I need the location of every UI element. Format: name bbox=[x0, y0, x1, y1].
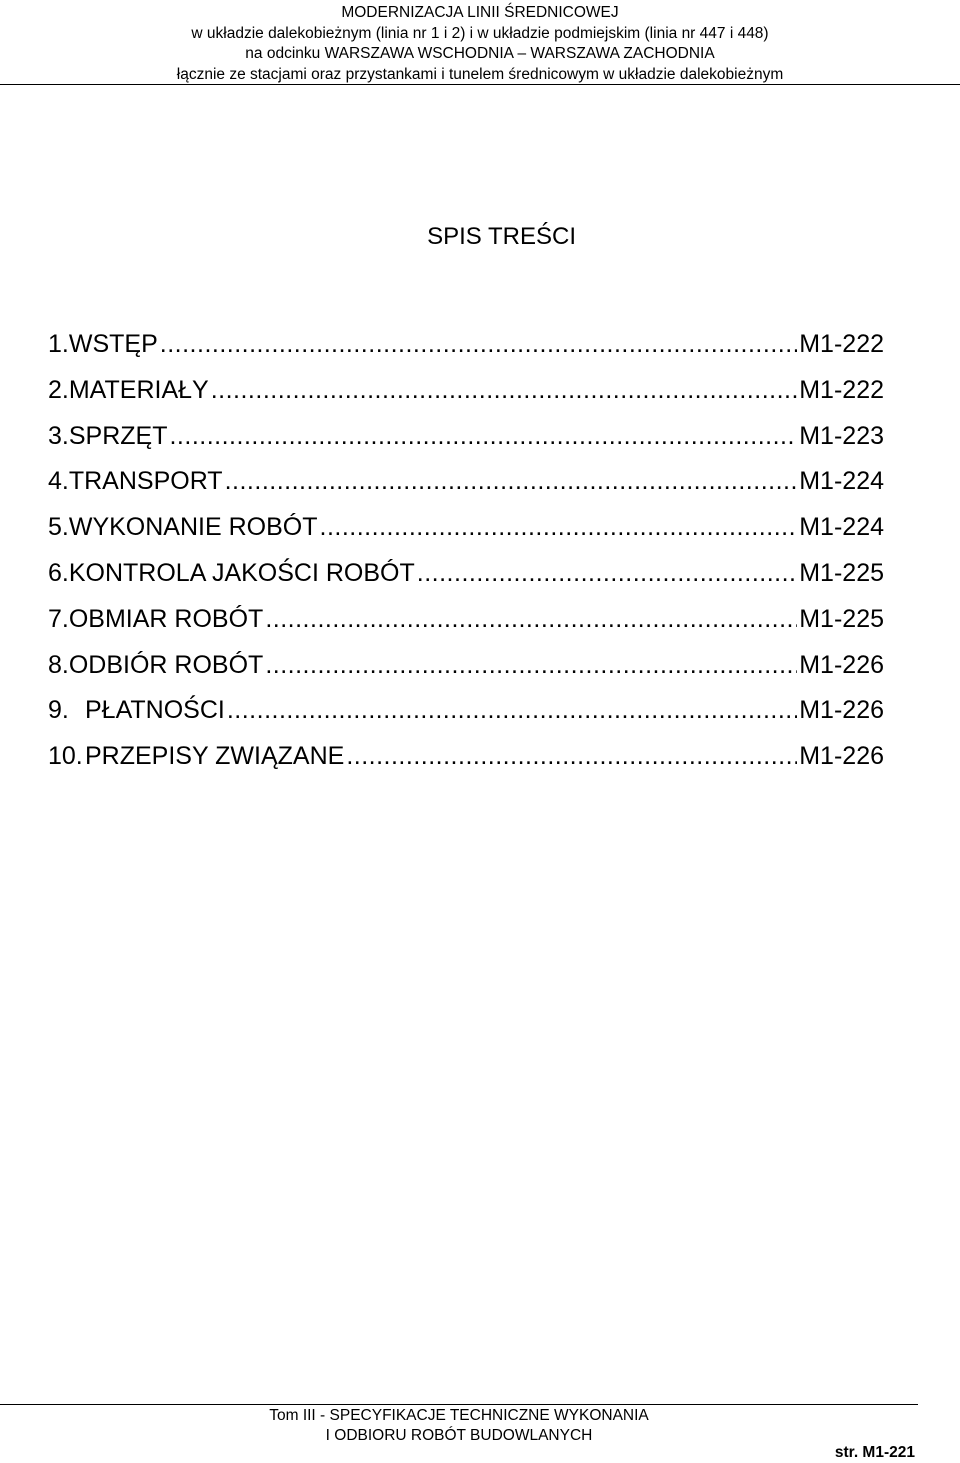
toc-entry-title: WYKONANIE ROBÓT bbox=[68, 513, 318, 542]
toc-entry-title: OBMIAR ROBÓT bbox=[68, 604, 264, 633]
toc-entry-title: TRANSPORT bbox=[68, 467, 223, 496]
toc-dot-leader bbox=[265, 603, 797, 635]
toc-dot-leader bbox=[417, 557, 797, 589]
toc-entry-number: 1. bbox=[48, 330, 69, 358]
toc-entry-number: 4. bbox=[48, 467, 69, 496]
toc-entry-kontrola-jakosci[interactable] bbox=[48, 557, 884, 603]
toc-entry-page: M1-224 bbox=[799, 467, 884, 496]
header-line: MODERNIZACJA LINII ŚREDNICOWEJ bbox=[341, 4, 619, 21]
toc-entry-page: M1-226 bbox=[799, 742, 884, 771]
toc-entry-number: 3. bbox=[48, 421, 69, 450]
toc-entry-przepisy-zwiazane[interactable] bbox=[48, 740, 884, 786]
toc-entry-odbior-robot[interactable] bbox=[48, 649, 884, 695]
toc-entry-transport[interactable] bbox=[48, 465, 884, 511]
toc-entry-wstep[interactable] bbox=[48, 328, 884, 374]
toc-entry-number: 5. bbox=[48, 513, 69, 542]
footer-line: I ODBIORU ROBÓT BUDOWLANYCH bbox=[325, 1427, 593, 1444]
toc-entry-number: 9. bbox=[48, 696, 69, 725]
toc-entry-title: PŁATNOŚCI bbox=[85, 696, 225, 725]
toc-dot-leader bbox=[227, 694, 797, 726]
toc-entry-page: M1-225 bbox=[799, 558, 884, 587]
toc-entry-platnosci[interactable] bbox=[48, 694, 884, 740]
toc-entry-page: M1-223 bbox=[799, 421, 884, 450]
toc-title: SPIS TREŚCI bbox=[427, 223, 576, 250]
toc-dot-leader bbox=[265, 649, 797, 681]
toc-entry-number: 7. bbox=[48, 604, 69, 633]
page-header bbox=[0, 3, 960, 85]
toc-dot-leader bbox=[211, 374, 798, 406]
toc-entry-page: M1-224 bbox=[799, 513, 884, 542]
header-line: łącznie ze stacjami oraz przystankami i tunelem średnicowym w układzie dalekobieżnym bbox=[176, 65, 784, 83]
toc-entry-page: M1-226 bbox=[799, 650, 884, 679]
toc-entry-page: M1-225 bbox=[799, 604, 884, 633]
toc-entry-number: 2. bbox=[48, 375, 69, 404]
toc-entry-wykonanie-robot[interactable] bbox=[48, 511, 884, 557]
toc-entry-title: PRZEPISY ZWIĄZANE bbox=[85, 742, 345, 771]
toc-entry-number: 6. bbox=[48, 558, 69, 587]
header-line: w układzie dalekobieżnym (linia nr 1 i 2) i w układzie podmiejskim (linia nr 447 i 448) bbox=[191, 24, 769, 42]
toc-dot-leader bbox=[346, 740, 797, 772]
toc-dot-leader bbox=[225, 465, 798, 497]
toc-entry-number: 10. bbox=[48, 742, 83, 771]
toc-entry-page: M1-222 bbox=[799, 330, 884, 358]
toc-entry-page: M1-222 bbox=[799, 375, 884, 404]
toc-entry-page: M1-226 bbox=[799, 696, 884, 725]
toc-entry-title: KONTROLA JAKOŚCI ROBÓT bbox=[68, 558, 415, 587]
toc-entry-title: WSTĘP bbox=[68, 330, 158, 358]
toc-entry-obmiar-robot[interactable] bbox=[48, 603, 884, 649]
toc-dot-leader bbox=[169, 420, 797, 452]
toc-entry-title: ODBIÓR ROBÓT bbox=[68, 650, 264, 679]
toc-entry-title: MATERIAŁY bbox=[68, 375, 209, 404]
footer-divider bbox=[0, 1404, 918, 1405]
header-divider bbox=[0, 84, 960, 85]
toc-dot-leader bbox=[160, 328, 797, 360]
toc-entry-sprzet[interactable] bbox=[48, 420, 884, 466]
toc-entry-title: SPRZĘT bbox=[68, 421, 168, 450]
toc-entry-number: 8. bbox=[48, 650, 69, 679]
page-footer bbox=[0, 1406, 918, 1446]
header-line: na odcinku WARSZAWA WSCHODNIA – WARSZAWA ZACHODNIA bbox=[245, 45, 715, 62]
table-of-contents bbox=[48, 328, 884, 786]
footer-line: Tom III - SPECYFIKACJE TECHNICZNE WYKONANIA bbox=[269, 1407, 649, 1424]
toc-dot-leader bbox=[320, 511, 798, 543]
toc-entry-materialy[interactable] bbox=[48, 374, 884, 420]
page-number: str. M1-221 bbox=[834, 1444, 915, 1461]
